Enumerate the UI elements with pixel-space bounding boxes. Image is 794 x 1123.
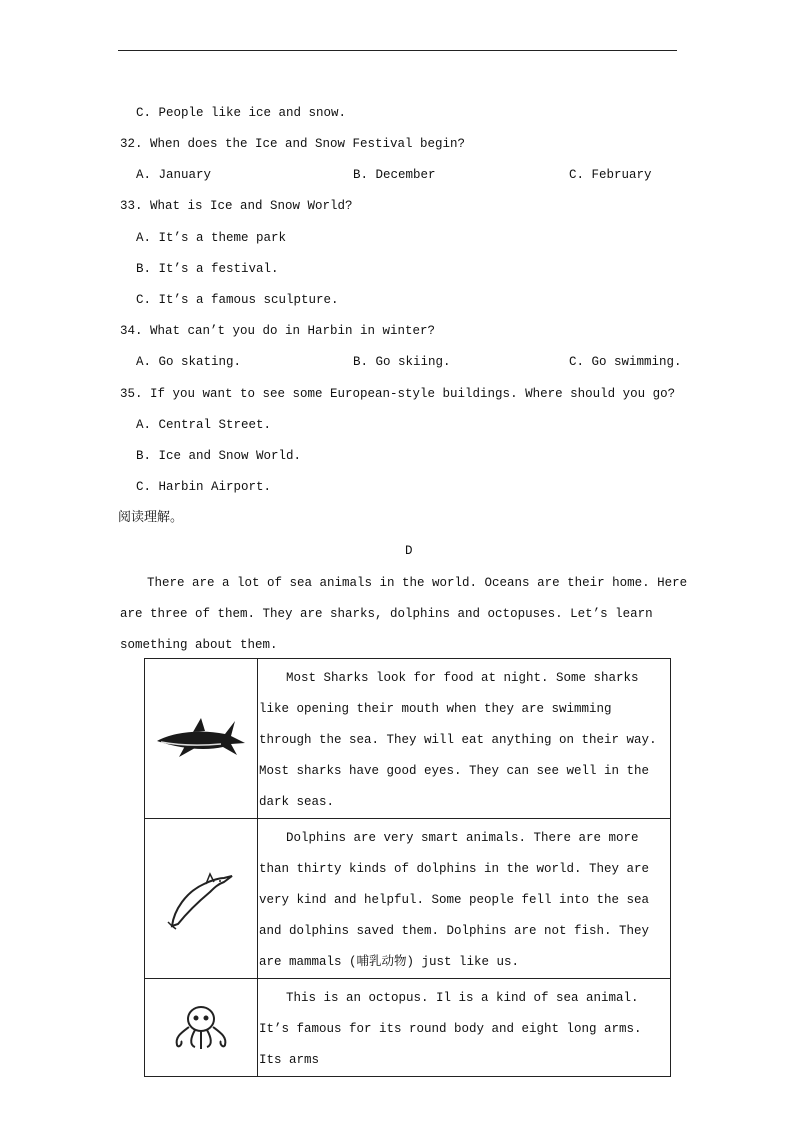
q32-option-a: A. January — [136, 168, 212, 182]
shark-text-cell — [258, 659, 671, 819]
q34-option-c: C. Go swimming. — [569, 355, 682, 369]
q34-option-a: A. Go skating. — [136, 355, 242, 369]
q33-option-a: A. It’s a theme park — [136, 231, 287, 245]
q35-question: 35. If you want to see some European-style buildings. Where should you go? — [120, 387, 676, 401]
q35-option-c: C. Harbin Airport. — [136, 480, 272, 494]
section-heading: 阅读理解。 — [118, 510, 184, 525]
q35-option-a: A. Central Street. — [136, 418, 272, 432]
q34-question: 34. What can’t you do in Harbin in winter? — [120, 324, 436, 338]
header-rule — [118, 50, 677, 51]
table-row — [145, 979, 671, 1077]
passage-letter: D — [405, 544, 413, 558]
dolphin-text: Dolphins are very smart animals. There are more than thirty kinds of dolphins in the world. They are very kind and helpful. Some people fell into the sea and dolphins saved them. Dolphins are not fish. They are mammals (哺乳动物) just like us. — [259, 831, 650, 969]
intro-line-3: something about them. — [120, 638, 278, 652]
shark-cell — [145, 659, 258, 819]
q33-option-c: C. It’s a famous sculpture. — [136, 293, 339, 307]
octopus-text: This is an octopus. Il is a kind of sea animal. It’s famous for its round body and eight long arms. Its arms — [259, 991, 642, 1067]
q35-option-b: B. Ice and Snow World. — [136, 449, 302, 463]
table-row — [145, 659, 671, 819]
shark-text: Most Sharks look for food at night. Some sharks like opening their mouth when they are swimming through the sea. They will eat anything on their way. Most sharks have good eyes. They can see well in the dark seas. — [259, 671, 657, 809]
octopus-cell — [145, 979, 258, 1077]
q32-question: 32. When does the Ice and Snow Festival begin? — [120, 137, 466, 151]
intro-line-2: are three of them. They are sharks, dolphins and octopuses. Let’s learn — [120, 607, 653, 621]
octopus-text-cell — [258, 979, 671, 1077]
q32-option-c: C. February — [569, 168, 652, 182]
dolphin-text-cell — [258, 819, 671, 979]
shark-icon — [155, 715, 247, 763]
q32-option-b: B. December — [353, 168, 436, 182]
dolphin-cell — [145, 819, 258, 979]
q31-option-c: C. People like ice and snow. — [136, 106, 347, 120]
q33-option-b: B. It’s a festival. — [136, 262, 279, 276]
q33-question: 33. What is Ice and Snow World? — [120, 199, 353, 213]
sea-animals-table — [144, 658, 671, 1077]
intro-line-1: There are a lot of sea animals in the world. Oceans are their home. Here — [147, 576, 688, 590]
octopus-icon — [171, 1003, 231, 1053]
q34-option-b: B. Go skiing. — [353, 355, 451, 369]
dolphin-icon — [166, 868, 236, 930]
table-row — [145, 819, 671, 979]
